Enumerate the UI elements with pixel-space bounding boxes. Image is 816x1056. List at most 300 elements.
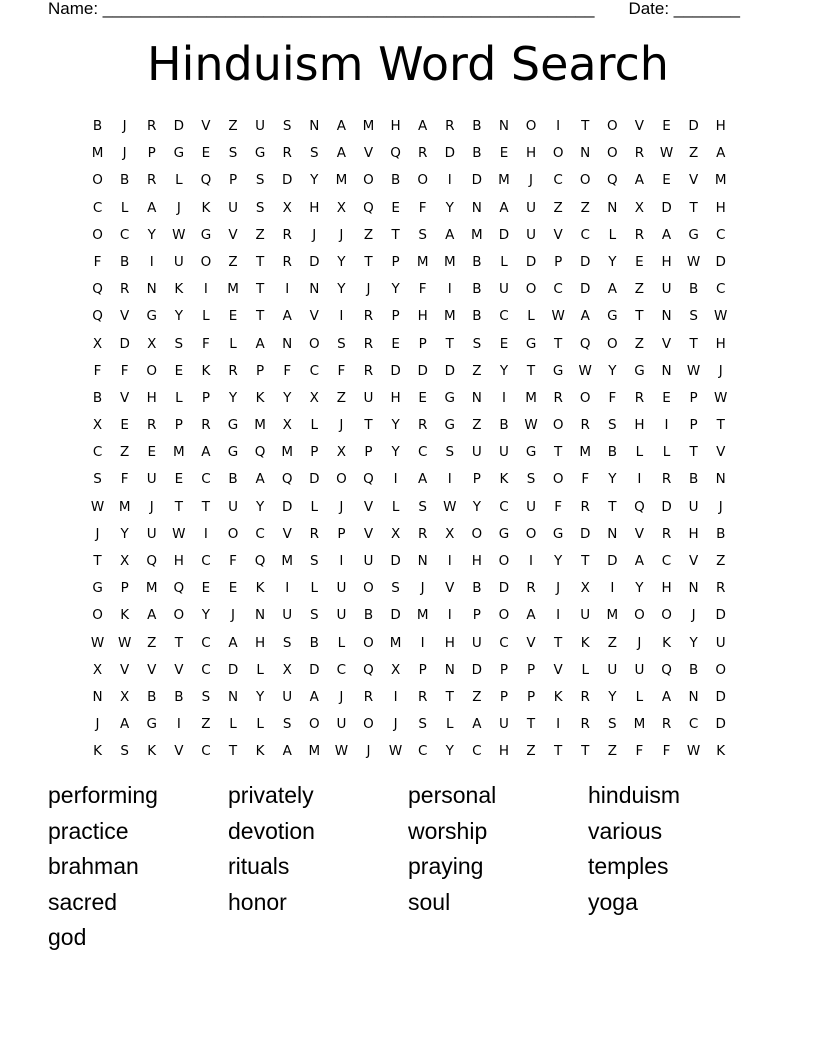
grid-cell: H bbox=[146, 389, 157, 406]
word-list-item: sacred bbox=[48, 888, 118, 915]
grid-cell: S bbox=[418, 226, 427, 243]
grid-cell: P bbox=[201, 389, 210, 406]
grid-cell: C bbox=[201, 471, 211, 488]
grid-cell: S bbox=[526, 471, 536, 488]
grid-cell: S bbox=[689, 308, 698, 325]
grid-cell: H bbox=[661, 580, 672, 597]
grid-cell: E bbox=[174, 362, 184, 379]
grid-cell: N bbox=[309, 118, 320, 134]
grid-cell: V bbox=[688, 553, 699, 569]
grid-cell: Z bbox=[580, 199, 590, 216]
grid-cell: Y bbox=[445, 199, 454, 216]
grid-cell: G bbox=[498, 525, 510, 542]
grid-cell: F bbox=[581, 471, 590, 488]
word-list-item: worship bbox=[408, 817, 488, 844]
grid-cell: F bbox=[229, 553, 237, 569]
grid-cell: P bbox=[364, 444, 373, 461]
grid-cell: J bbox=[556, 580, 561, 597]
grid-cell: C bbox=[580, 226, 590, 243]
grid-cell: G bbox=[200, 226, 212, 243]
grid-cell: D bbox=[580, 253, 591, 270]
grid-cell: C bbox=[119, 226, 130, 243]
grid-cell: X bbox=[309, 389, 319, 406]
grid-cell: R bbox=[309, 525, 319, 542]
word-list-item: yoga bbox=[588, 888, 638, 915]
grid-cell: M bbox=[91, 145, 104, 162]
grid-cell: G bbox=[227, 417, 239, 434]
grid-cell: Z bbox=[634, 281, 645, 298]
grid-cell: P bbox=[337, 525, 346, 542]
grid-cell: P bbox=[391, 253, 400, 270]
grid-cell: D bbox=[390, 362, 401, 379]
grid-cell: L bbox=[635, 688, 644, 705]
grid-cell: E bbox=[635, 253, 644, 270]
grid-cell: H bbox=[525, 145, 537, 162]
grid-cell: A bbox=[336, 118, 347, 134]
grid-row bbox=[84, 466, 734, 493]
grid-cell: B bbox=[472, 145, 482, 162]
word-list-item: praying bbox=[408, 853, 484, 880]
grid-cell: R bbox=[580, 716, 590, 733]
grid-cell: Q bbox=[607, 172, 618, 189]
grid-cell: X bbox=[282, 417, 292, 434]
grid-cell: T bbox=[364, 253, 373, 270]
grid-cell: J bbox=[691, 607, 696, 624]
grid-cell: L bbox=[229, 335, 237, 352]
grid-cell: M bbox=[443, 308, 456, 325]
grid-cell: Q bbox=[146, 553, 158, 569]
grid-cell: T bbox=[93, 553, 102, 569]
grid-cell: C bbox=[336, 661, 347, 678]
grid-cell: H bbox=[661, 253, 672, 270]
grid-cell: B bbox=[472, 580, 482, 597]
grid-cell: T bbox=[554, 634, 563, 651]
grid-cell: O bbox=[173, 607, 185, 624]
grid-cell: U bbox=[363, 553, 374, 569]
grid-cell: W bbox=[578, 362, 592, 379]
grid-cell: R bbox=[417, 417, 428, 434]
grid-cell: S bbox=[120, 743, 129, 760]
grid-cell: Y bbox=[608, 253, 617, 270]
grid-cell: R bbox=[147, 118, 157, 134]
grid-cell: I bbox=[285, 580, 290, 597]
grid-cell: V bbox=[553, 226, 563, 243]
grid-cell: O bbox=[552, 417, 564, 434]
grid-cell: A bbox=[472, 716, 482, 733]
grid-cell: W bbox=[172, 226, 186, 243]
grid-cell: B bbox=[120, 253, 130, 270]
grid-cell: B bbox=[309, 634, 319, 651]
grid-cell: D bbox=[444, 145, 455, 162]
grid-cell: N bbox=[282, 335, 293, 352]
grid-cell: W bbox=[686, 743, 701, 760]
grid-cell: K bbox=[662, 634, 671, 651]
grid-cell: I bbox=[556, 607, 561, 624]
grid-cell: R bbox=[363, 335, 374, 352]
word-list-item: performing bbox=[48, 782, 158, 808]
grid-cell: G bbox=[525, 444, 537, 461]
grid-cell: D bbox=[688, 118, 699, 134]
grid-cell: P bbox=[554, 253, 563, 270]
grid-cell: D bbox=[525, 253, 537, 270]
grid-cell: J bbox=[420, 580, 425, 597]
grid-cell: T bbox=[689, 199, 698, 216]
grid-cell: I bbox=[556, 118, 561, 134]
grid-cell: J bbox=[339, 417, 344, 434]
grid-cell: E bbox=[662, 389, 671, 406]
grid-cell: R bbox=[634, 226, 645, 243]
grid-cell: P bbox=[147, 145, 156, 162]
grid-cell: L bbox=[256, 716, 264, 733]
grid-cell: M bbox=[606, 607, 619, 624]
grid-cell: N bbox=[471, 389, 482, 406]
grid-cell: X bbox=[390, 525, 401, 542]
grid-cell: P bbox=[472, 471, 481, 488]
grid-cell: N bbox=[444, 661, 455, 678]
grid-cell: I bbox=[529, 553, 534, 569]
grid-cell: I bbox=[149, 253, 154, 270]
word-list-item: various bbox=[588, 817, 663, 844]
grid-cell: R bbox=[634, 389, 645, 406]
grid-cell: V bbox=[661, 335, 672, 352]
grid-cell: E bbox=[228, 308, 238, 325]
grid-cell: B bbox=[472, 281, 482, 298]
grid-cell: R bbox=[580, 417, 590, 434]
grid-cell: D bbox=[227, 661, 239, 678]
grid-cell: T bbox=[228, 743, 238, 760]
grid-cell: Q bbox=[254, 444, 266, 461]
grid-cell: W bbox=[90, 634, 105, 651]
grid-row bbox=[84, 630, 734, 657]
grid-cell: U bbox=[499, 281, 509, 298]
grid-cell: E bbox=[120, 417, 129, 434]
grid-cell: A bbox=[445, 226, 455, 243]
grid-cell: N bbox=[255, 607, 266, 624]
grid-cell: M bbox=[416, 607, 429, 624]
grid-cell: L bbox=[175, 389, 183, 406]
grid-cell: S bbox=[174, 335, 184, 352]
grid-cell: I bbox=[339, 553, 344, 569]
grid-cell: Z bbox=[472, 362, 482, 379]
grid-cell: P bbox=[120, 580, 129, 597]
grid-cell: O bbox=[308, 335, 320, 352]
grid-cell: M bbox=[498, 172, 510, 189]
grid-row bbox=[84, 276, 734, 303]
grid-cell: V bbox=[688, 172, 699, 189]
grid-cell: E bbox=[499, 145, 509, 162]
grid-cell: U bbox=[336, 607, 347, 624]
grid-cell: J bbox=[339, 498, 344, 515]
grid-cell: A bbox=[661, 688, 672, 705]
grid-cell: B bbox=[688, 471, 699, 488]
grid-cell: D bbox=[498, 226, 510, 243]
grid-cell: T bbox=[608, 498, 617, 515]
grid-cell: B bbox=[472, 308, 482, 325]
grid-cell: S bbox=[310, 145, 319, 162]
grid-cell: D bbox=[390, 553, 401, 569]
grid-row bbox=[84, 140, 734, 167]
grid-cell: V bbox=[282, 525, 292, 542]
grid-cell: N bbox=[688, 580, 699, 597]
grid-cell: S bbox=[418, 716, 427, 733]
grid-cell: R bbox=[201, 417, 211, 434]
grid-cell: R bbox=[282, 253, 292, 270]
grid-cell: M bbox=[362, 118, 375, 134]
grid-row bbox=[84, 249, 734, 276]
grid-cell: R bbox=[716, 580, 726, 597]
grid-cell: I bbox=[203, 525, 208, 542]
grid-cell: O bbox=[308, 716, 320, 733]
grid-cell: P bbox=[391, 308, 400, 325]
header-line bbox=[48, 0, 740, 20]
grid-cell: T bbox=[581, 743, 590, 760]
grid-cell: K bbox=[93, 743, 102, 760]
letter-grid bbox=[84, 113, 734, 766]
grid-cell: E bbox=[391, 199, 400, 216]
grid-cell: S bbox=[310, 607, 319, 624]
grid-cell: N bbox=[227, 688, 239, 705]
grid-cell: M bbox=[335, 172, 348, 189]
grid-cell: E bbox=[662, 118, 671, 134]
grid-cell: U bbox=[580, 607, 591, 624]
grid-cell: V bbox=[309, 308, 319, 325]
grid-cell: C bbox=[553, 172, 563, 189]
grid-cell: P bbox=[499, 688, 509, 705]
grid-cell: O bbox=[525, 118, 537, 134]
grid-cell: R bbox=[363, 362, 374, 379]
grid-cell: F bbox=[93, 253, 102, 270]
grid-cell: E bbox=[499, 335, 509, 352]
grid-cell: V bbox=[120, 308, 130, 325]
grid-cell: L bbox=[256, 661, 264, 678]
grid-cell: S bbox=[472, 335, 482, 352]
grid-cell: C bbox=[417, 743, 428, 760]
grid-cell: A bbox=[120, 716, 130, 733]
grid-cell: O bbox=[552, 145, 564, 162]
grid-cell: Y bbox=[255, 498, 265, 515]
grid-cell: Y bbox=[310, 172, 319, 189]
grid-cell: T bbox=[554, 444, 563, 461]
grid-cell: Z bbox=[634, 335, 645, 352]
grid-cell: V bbox=[174, 743, 184, 760]
grid-cell: N bbox=[688, 688, 699, 705]
grid-cell: L bbox=[310, 417, 319, 434]
grid-cell: U bbox=[715, 634, 726, 651]
grid-cell: V bbox=[120, 389, 130, 406]
grid-cell: K bbox=[201, 362, 211, 379]
grid-cell: R bbox=[147, 172, 157, 189]
grid-cell: J bbox=[95, 716, 100, 733]
grid-cell: R bbox=[661, 716, 672, 733]
grid-cell: T bbox=[526, 362, 536, 379]
grid-cell: P bbox=[310, 444, 319, 461]
grid-cell: B bbox=[472, 253, 482, 270]
grid-cell: D bbox=[282, 498, 293, 515]
grid-cell: O bbox=[363, 716, 374, 733]
grid-cell: T bbox=[255, 308, 265, 325]
grid-cell: Q bbox=[661, 661, 672, 678]
grid-cell: C bbox=[201, 634, 211, 651]
grid-cell: F bbox=[283, 362, 292, 379]
grid-cell: H bbox=[444, 634, 455, 651]
grid-cell: I bbox=[447, 281, 452, 298]
grid-cell: D bbox=[119, 335, 130, 352]
grid-cell: O bbox=[417, 172, 428, 189]
grid-cell: B bbox=[472, 118, 482, 134]
grid-cell: D bbox=[471, 172, 483, 189]
grid-cell: A bbox=[526, 607, 536, 624]
grid-cell: G bbox=[552, 525, 564, 542]
grid-cell: I bbox=[637, 471, 642, 488]
grid-cell: M bbox=[416, 253, 429, 270]
grid-cell: M bbox=[145, 580, 158, 597]
grid-cell: A bbox=[282, 308, 292, 325]
grid-cell: Z bbox=[607, 743, 617, 760]
grid-cell: T bbox=[445, 335, 454, 352]
grid-cell: Y bbox=[255, 688, 265, 705]
grid-cell: X bbox=[120, 553, 130, 569]
grid-cell: V bbox=[201, 118, 211, 134]
grid-cell: A bbox=[580, 308, 590, 325]
grid-cell: Z bbox=[336, 389, 347, 406]
grid-cell: R bbox=[634, 145, 645, 162]
grid-cell: Q bbox=[281, 471, 293, 488]
grid-cell: B bbox=[120, 172, 130, 189]
grid-cell: U bbox=[363, 389, 374, 406]
grid-cell: J bbox=[529, 172, 534, 189]
grid-cell: B bbox=[92, 118, 103, 134]
grid-cell: C bbox=[417, 444, 428, 461]
grid-cell: R bbox=[363, 688, 374, 705]
grid-cell: E bbox=[662, 172, 671, 189]
grid-cell: V bbox=[147, 661, 157, 678]
grid-cell: Y bbox=[391, 444, 400, 461]
grid-cell: L bbox=[202, 308, 210, 325]
grid-cell: K bbox=[201, 199, 211, 216]
grid-cell: F bbox=[554, 498, 563, 515]
grid-cell: R bbox=[228, 362, 238, 379]
grid-cell: U bbox=[499, 444, 509, 461]
grid-row bbox=[84, 575, 734, 602]
grid-cell: P bbox=[499, 661, 509, 678]
grid-cell: Z bbox=[472, 417, 482, 434]
grid-cell: J bbox=[366, 281, 371, 298]
grid-cell: T bbox=[174, 634, 183, 651]
grid-cell: Y bbox=[554, 553, 563, 569]
grid-cell: N bbox=[607, 199, 618, 216]
grid-cell: G bbox=[173, 145, 185, 162]
grid-cell: X bbox=[147, 335, 157, 352]
grid-cell: B bbox=[92, 389, 103, 406]
grid-cell: O bbox=[200, 253, 212, 270]
grid-cell: Q bbox=[92, 308, 103, 325]
grid-cell: B bbox=[363, 607, 374, 624]
grid-cell: A bbox=[201, 444, 211, 461]
grid-cell: A bbox=[634, 172, 645, 189]
grid-cell: W bbox=[714, 308, 728, 325]
grid-row bbox=[84, 195, 734, 222]
grid-cell: K bbox=[255, 580, 265, 597]
grid-cell: P bbox=[526, 661, 536, 678]
grid-cell: X bbox=[92, 335, 103, 352]
grid-cell: E bbox=[201, 145, 211, 162]
grid-cell: R bbox=[147, 417, 157, 434]
grid-cell: T bbox=[554, 335, 563, 352]
grid-cell: C bbox=[255, 525, 265, 542]
grid-cell: O bbox=[661, 607, 672, 624]
grid-cell: S bbox=[337, 335, 346, 352]
word-list-item: practice bbox=[48, 817, 129, 844]
grid-cell: Y bbox=[337, 253, 346, 270]
grid-cell: Y bbox=[337, 281, 346, 298]
grid-cell: Q bbox=[173, 580, 185, 597]
grid-cell: B bbox=[499, 417, 509, 434]
grid-cell: F bbox=[662, 743, 671, 760]
grid-cell: C bbox=[715, 226, 726, 243]
grid-cell: C bbox=[309, 362, 320, 379]
grid-cell: B bbox=[607, 444, 617, 461]
word-list-item: honor bbox=[228, 888, 287, 915]
grid-cell: B bbox=[147, 688, 157, 705]
grid-cell: R bbox=[580, 688, 590, 705]
grid-cell: A bbox=[255, 335, 265, 352]
grid-cell: I bbox=[556, 716, 561, 733]
grid-cell: L bbox=[581, 661, 589, 678]
grid-cell: P bbox=[256, 362, 265, 379]
grid-cell: D bbox=[309, 471, 320, 488]
grid-cell: Y bbox=[283, 389, 292, 406]
grid-cell: A bbox=[147, 199, 157, 216]
grid-cell: X bbox=[92, 661, 103, 678]
grid-cell: C bbox=[715, 281, 726, 298]
grid-cell: P bbox=[228, 172, 238, 189]
grid-cell: L bbox=[391, 498, 400, 515]
grid-cell: P bbox=[689, 417, 698, 434]
grid-cell: X bbox=[120, 688, 130, 705]
grid-cell: W bbox=[117, 634, 132, 651]
grid-cell: T bbox=[255, 253, 265, 270]
grid-cell: H bbox=[173, 553, 184, 569]
grid-cell: C bbox=[201, 553, 211, 569]
grid-cell: Z bbox=[255, 226, 265, 243]
grid-cell: H bbox=[390, 389, 401, 406]
grid-cell: Q bbox=[363, 199, 374, 216]
grid-cell: I bbox=[501, 389, 506, 406]
grid-cell: Z bbox=[688, 145, 699, 162]
grid-cell: D bbox=[309, 253, 320, 270]
grid-cell: N bbox=[661, 308, 672, 325]
grid-cell: Y bbox=[499, 362, 509, 379]
grid-cell: N bbox=[498, 118, 509, 134]
grid-cell: M bbox=[471, 226, 483, 243]
grid-cell: N bbox=[715, 471, 726, 488]
grid-cell: O bbox=[525, 281, 537, 298]
word-list-item: hinduism bbox=[588, 782, 681, 808]
grid-cell: I bbox=[447, 607, 452, 624]
word-list-item: god bbox=[48, 924, 87, 951]
grid-cell: M bbox=[173, 444, 185, 461]
grid-cell: X bbox=[634, 199, 645, 216]
grid-cell: K bbox=[174, 281, 184, 298]
grid-cell: T bbox=[201, 498, 211, 515]
grid-cell: B bbox=[390, 172, 401, 189]
grid-row bbox=[84, 711, 734, 738]
grid-cell: J bbox=[231, 607, 235, 624]
grid-cell: S bbox=[391, 580, 400, 597]
grid-cell: L bbox=[229, 716, 237, 733]
grid-cell: Y bbox=[608, 471, 617, 488]
grid-cell: U bbox=[336, 580, 347, 597]
